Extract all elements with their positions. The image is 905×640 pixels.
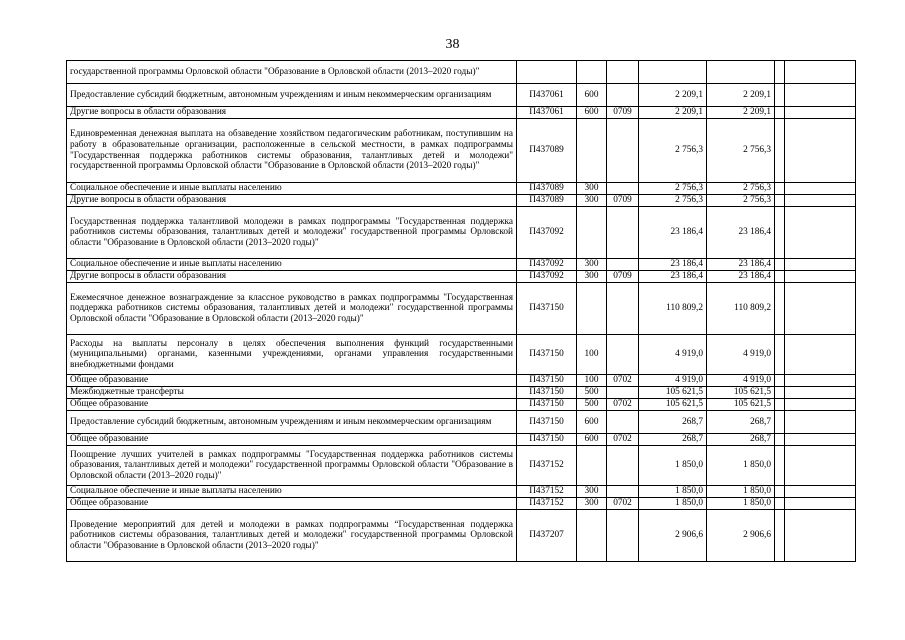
row-amount-2: 2 209,1 [707,107,775,119]
row-target-code: П437089 [517,183,577,195]
row-section: 0709 [607,107,639,119]
row-target-code: П437152 [517,486,577,498]
row-section: 0709 [607,271,639,283]
row-amount-1: 2 756,3 [639,195,707,207]
row-name: Другие вопросы в области образования [67,195,517,207]
row-amount-2: 268,7 [707,434,775,446]
row-expense-type: 600 [577,434,607,446]
row-section [607,259,639,271]
row-expense-type: 300 [577,195,607,207]
row-amount-2 [707,61,775,84]
row-amount-1: 2 756,3 [639,119,707,183]
row-expense-type: 300 [577,271,607,283]
table-row [67,207,856,259]
row-empty-cell [775,335,785,375]
row-amount-2: 1 850,0 [707,446,775,486]
row-amount-2: 4 919,0 [707,375,775,387]
row-empty-cell [785,411,856,434]
row-section [607,446,639,486]
row-empty-cell [785,335,856,375]
row-amount-2: 110 809,2 [707,283,775,335]
row-name: Другие вопросы в области образования [67,271,517,283]
row-name: Общее образование [67,498,517,510]
row-empty-cell [775,107,785,119]
row-section [607,207,639,259]
row-expense-type: 300 [577,259,607,271]
row-empty-cell [775,259,785,271]
row-expense-type: 300 [577,486,607,498]
row-amount-2: 268,7 [707,411,775,434]
table-row [67,387,856,399]
row-target-code: П437092 [517,259,577,271]
row-amount-1: 105 621,5 [639,387,707,399]
row-empty-cell [785,271,856,283]
row-section: 0702 [607,399,639,411]
table-row [67,510,856,562]
row-expense-type [577,207,607,259]
row-name: Общее образование [67,399,517,411]
row-name: Расходы на выплаты персоналу в целях обеспечения выполнения функций государственными (муниципальными) органами, казенными учреждениями, органами управления государственными внебюджетными фондами [67,335,517,375]
row-amount-2: 105 621,5 [707,399,775,411]
row-name: Социальное обеспечение и иные выплаты населению [67,259,517,271]
row-section: 0702 [607,498,639,510]
row-empty-cell [775,283,785,335]
table-row [67,498,856,510]
row-expense-type [577,446,607,486]
row-empty-cell [785,387,856,399]
row-empty-cell [785,61,856,84]
row-section: 0702 [607,375,639,387]
row-empty-cell [775,183,785,195]
row-empty-cell [785,283,856,335]
row-amount-1: 2 756,3 [639,183,707,195]
row-empty-cell [775,399,785,411]
row-empty-cell [775,387,785,399]
row-expense-type: 600 [577,84,607,107]
row-empty-cell [775,446,785,486]
row-section [607,119,639,183]
row-target-code: П437152 [517,446,577,486]
table-row [67,271,856,283]
row-target-code: П437092 [517,207,577,259]
row-empty-cell [785,195,856,207]
row-amount-1: 110 809,2 [639,283,707,335]
row-amount-2: 2 756,3 [707,119,775,183]
row-expense-type: 600 [577,411,607,434]
row-expense-type: 600 [577,107,607,119]
row-name: Общее образование [67,375,517,387]
row-empty-cell [775,486,785,498]
row-amount-2: 2 756,3 [707,195,775,207]
row-target-code: П437150 [517,335,577,375]
row-empty-cell [775,207,785,259]
row-target-code: П437150 [517,387,577,399]
row-expense-type [577,510,607,562]
row-amount-2: 2 209,1 [707,84,775,107]
row-expense-type [577,119,607,183]
row-amount-2: 4 919,0 [707,335,775,375]
row-section [607,411,639,434]
row-amount-1: 2 209,1 [639,107,707,119]
row-name: Межбюджетные трансферты [67,387,517,399]
table-row [67,411,856,434]
row-section [607,387,639,399]
row-name: Социальное обеспечение и иные выплаты населению [67,486,517,498]
table-row [67,446,856,486]
row-section [607,183,639,195]
row-empty-cell [775,271,785,283]
row-amount-1: 1 850,0 [639,486,707,498]
budget-table [66,60,856,562]
row-target-code: П437150 [517,399,577,411]
row-expense-type: 100 [577,335,607,375]
page-number: 38 [445,37,460,52]
row-section [607,84,639,107]
row-amount-1: 4 919,0 [639,375,707,387]
row-expense-type: 500 [577,387,607,399]
row-target-code: П437061 [517,107,577,119]
row-empty-cell [775,411,785,434]
row-amount-1: 1 850,0 [639,446,707,486]
table-row [67,84,856,107]
row-amount-1: 23 186,4 [639,207,707,259]
row-empty-cell [785,119,856,183]
row-target-code: П437092 [517,271,577,283]
row-empty-cell [785,207,856,259]
table-row [67,183,856,195]
row-amount-2: 105 621,5 [707,387,775,399]
row-expense-type: 500 [577,399,607,411]
row-name: Предоставление субсидий бюджетным, автономным учреждениям и иным некоммерческим организациям [67,84,517,107]
row-amount-2: 23 186,4 [707,259,775,271]
table-row [67,61,856,84]
table-row [67,259,856,271]
row-name: Предоставление субсидий бюджетным, автономным учреждениям и иным некоммерческим организациям [67,411,517,434]
table-row [67,399,856,411]
row-name: Другие вопросы в области образования [67,107,517,119]
row-amount-1: 105 621,5 [639,399,707,411]
row-empty-cell [785,259,856,271]
table-row [67,195,856,207]
row-target-code [517,61,577,84]
row-name: государственной программы Орловской области "Образование в Орловской области (2013–2020 годы)" [67,61,517,84]
row-target-code: П437150 [517,434,577,446]
row-amount-2: 2 756,3 [707,183,775,195]
row-empty-cell [785,84,856,107]
row-target-code: П437061 [517,84,577,107]
row-target-code: П437089 [517,195,577,207]
row-section [607,335,639,375]
row-name: Социальное обеспечение и иные выплаты населению [67,183,517,195]
row-amount-1 [639,61,707,84]
row-empty-cell [775,434,785,446]
row-section [607,283,639,335]
row-target-code: П437150 [517,283,577,335]
row-empty-cell [775,61,785,84]
row-expense-type: 300 [577,498,607,510]
row-empty-cell [785,375,856,387]
row-expense-type [577,283,607,335]
row-expense-type: 100 [577,375,607,387]
row-amount-2: 23 186,4 [707,207,775,259]
row-empty-cell [775,119,785,183]
row-section [607,510,639,562]
row-target-code: П437150 [517,375,577,387]
row-empty-cell [785,434,856,446]
row-target-code: П437152 [517,498,577,510]
row-amount-2: 23 186,4 [707,271,775,283]
row-empty-cell [785,107,856,119]
row-name: Единовременная денежная выплата на обзаведение хозяйством педагогическим работникам, поступившим на работу в образовательные организации, расположенные в сельской местности, в рамках подпрограммы "Государственная поддержка работников системы образования, талантливых детей и молодежи" государственной программы Орловской области "Образование в Орловской области (2013–2020 годы)" [67,119,517,183]
row-amount-1: 23 186,4 [639,259,707,271]
row-section [607,486,639,498]
table-row [67,486,856,498]
row-target-code: П437089 [517,119,577,183]
row-name: Поощрение лучших учителей в рамках подпрограммы "Государственная поддержка работников системы образования, талантливых детей и молодежи" государственной программы Орловской области "Образование в Орловской области (2013–2020 годы)" [67,446,517,486]
row-empty-cell [785,399,856,411]
row-empty-cell [775,375,785,387]
row-name: Ежемесячное денежное вознаграждение за классное руководство в рамках подпрограммы "Государственная поддержка работников системы образования, талантливых детей и молодежи" государственной программы Орловской области "Образование в Орловской области (2013–2020 годы)" [67,283,517,335]
row-empty-cell [785,446,856,486]
row-section: 0709 [607,195,639,207]
row-amount-1: 2 209,1 [639,84,707,107]
row-empty-cell [785,498,856,510]
row-amount-2: 2 906,6 [707,510,775,562]
row-section: 0702 [607,434,639,446]
table-row [67,283,856,335]
row-amount-1: 268,7 [639,434,707,446]
row-amount-1: 2 906,6 [639,510,707,562]
row-amount-1: 23 186,4 [639,271,707,283]
row-name: Проведение мероприятий для детей и молодежи в рамках подпрограммы “Государственная поддержка работников системы образования, талантливых детей и молодежи" государственной программы Орловской области "Образование в Орловской области (2013–2020 годы)" [67,510,517,562]
row-amount-2: 1 850,0 [707,498,775,510]
row-amount-1: 4 919,0 [639,335,707,375]
row-target-code: П437207 [517,510,577,562]
row-expense-type [577,61,607,84]
table-row [67,335,856,375]
row-amount-2: 1 850,0 [707,486,775,498]
row-amount-1: 1 850,0 [639,498,707,510]
table-row [67,434,856,446]
row-empty-cell [785,510,856,562]
row-empty-cell [775,84,785,107]
row-name: Общее образование [67,434,517,446]
row-target-code: П437150 [517,411,577,434]
row-expense-type: 300 [577,183,607,195]
row-name: Государственная поддержка талантливой молодежи в рамках подпрограммы "Государственная поддержка работников системы образования, талантливых детей и молодежи" государственной программы Орловской области "Образование в Орловской области (2013–2020 годы)" [67,207,517,259]
row-amount-1: 268,7 [639,411,707,434]
row-empty-cell [785,486,856,498]
row-empty-cell [785,183,856,195]
table-row [67,119,856,183]
table-row [67,107,856,119]
table-row [67,375,856,387]
row-empty-cell [775,498,785,510]
row-section [607,61,639,84]
row-empty-cell [775,195,785,207]
row-empty-cell [775,510,785,562]
